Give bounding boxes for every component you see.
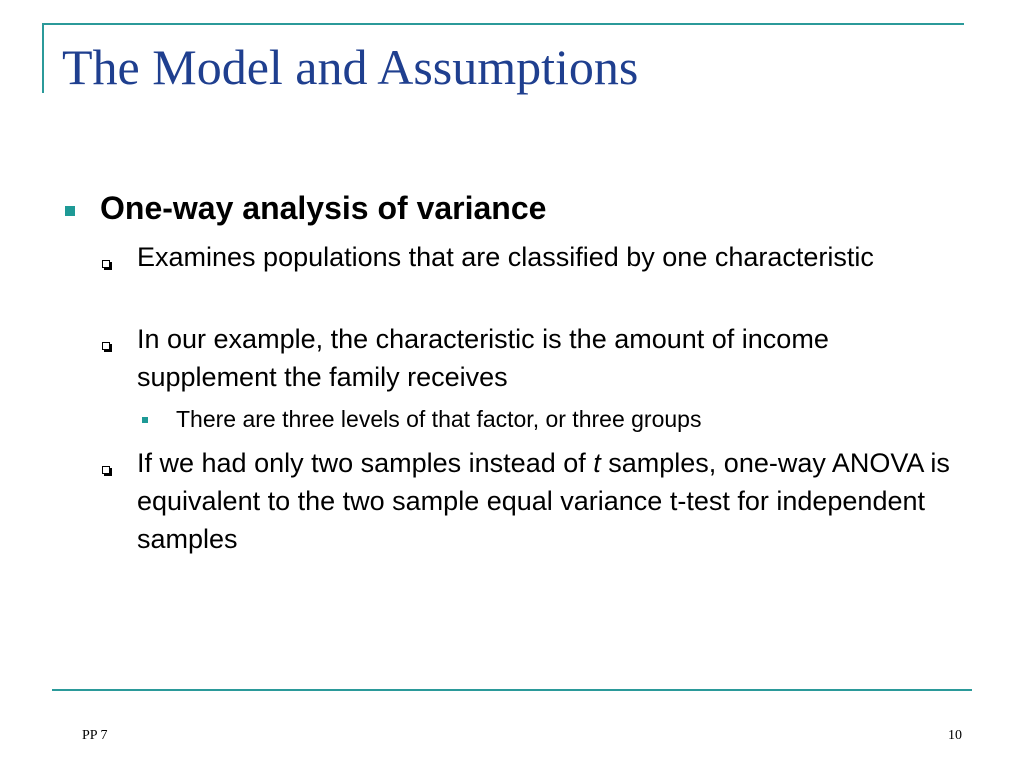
bullet-sub-1: Examines populations that are classified by one characteristic [137, 242, 874, 272]
bullet-sub-3-text-before: If we had only two samples instead of [137, 448, 594, 478]
footer-rule [52, 689, 972, 691]
slide-title: The Model and Assumptions [62, 39, 639, 95]
bullet-sub-3 [137, 444, 957, 558]
bullet-sub-2-child: There are three levels of that factor, or three groups [176, 406, 702, 432]
bullet-sub-3-italic-t: t [593, 448, 601, 478]
small-square-bullet-icon [142, 417, 148, 423]
bullet-main: One-way analysis of variance [100, 190, 547, 226]
square-bullet-icon [65, 206, 75, 216]
hollow-square-bullet-icon [102, 466, 110, 474]
slide-number: 10 [948, 728, 962, 743]
hollow-square-bullet-icon [102, 260, 110, 268]
bullet-sub-2: In our example, the characteristic is the amount of income supplement the family receives [137, 324, 829, 392]
hollow-square-bullet-icon [102, 342, 110, 350]
footer-label: PP 7 [82, 728, 108, 743]
bullet-sub-3-text-after: samples, one-way ANOVA is equivalent to the two sample equal variance t-test for independent samples [137, 448, 950, 554]
